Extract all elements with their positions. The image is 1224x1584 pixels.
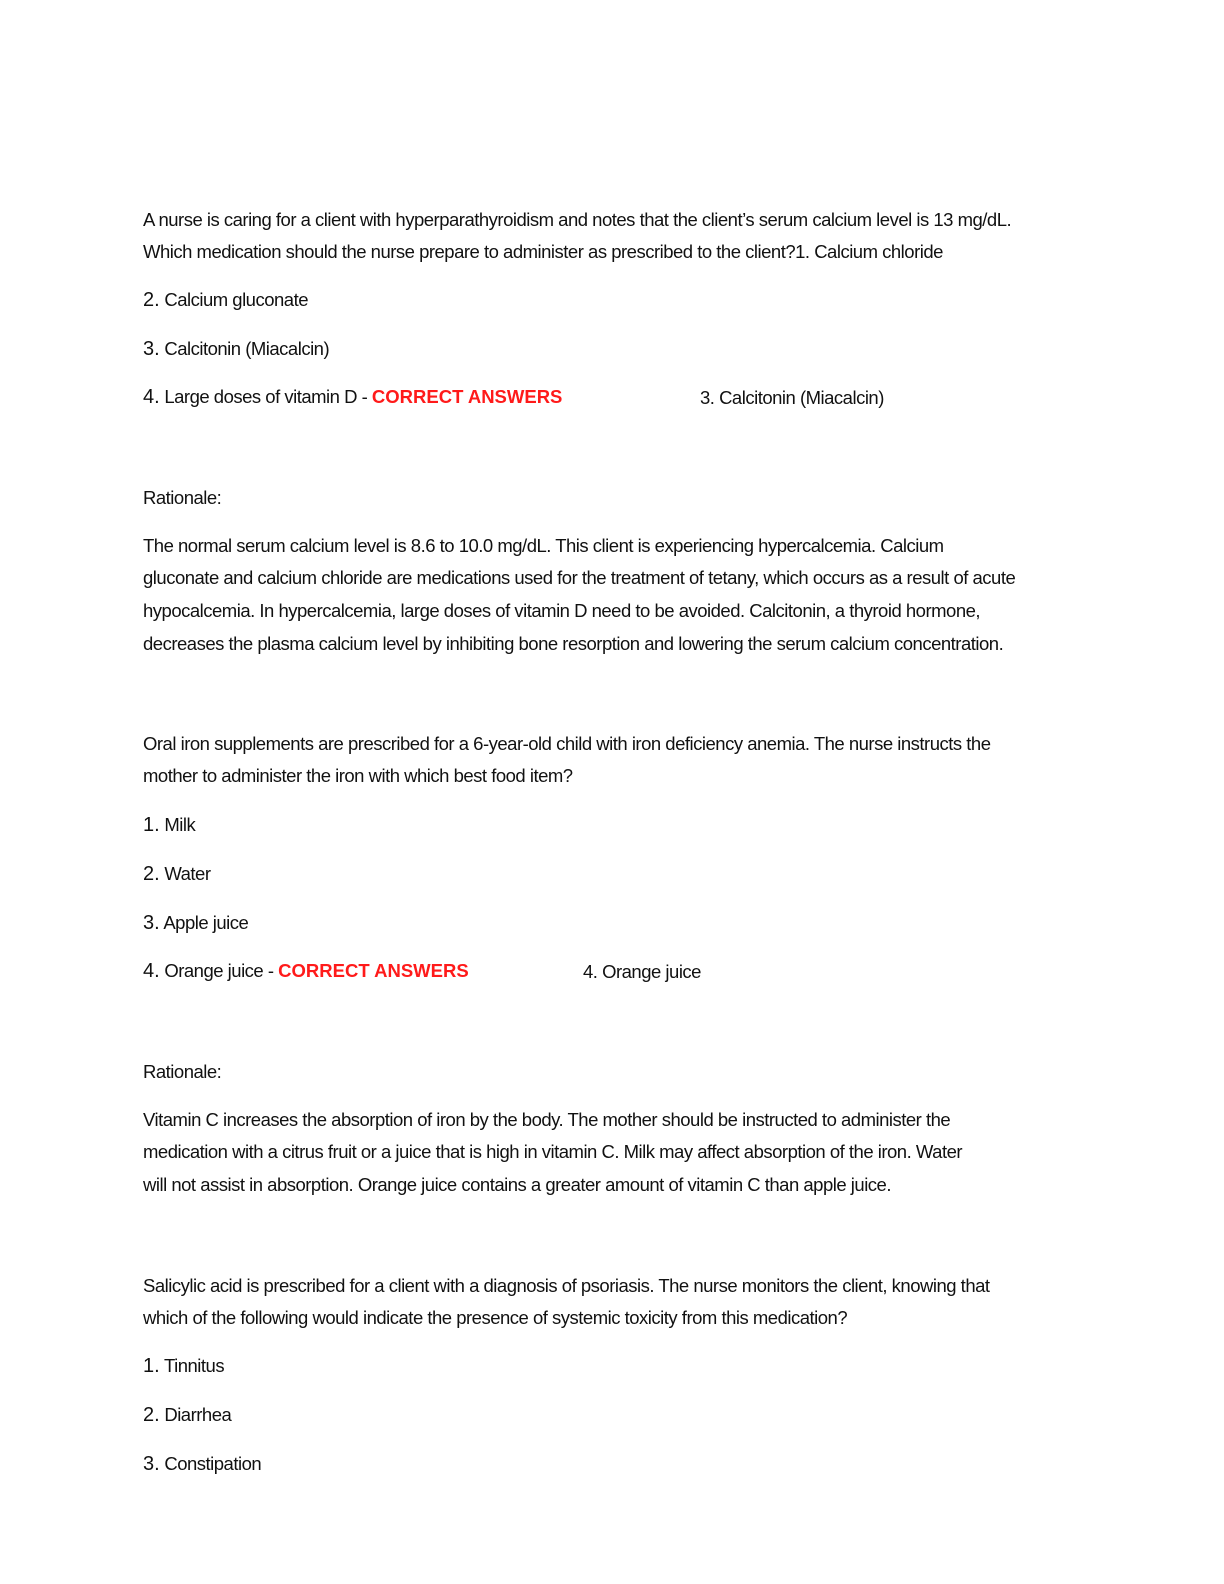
question-1-rationale-label: Rationale: bbox=[143, 487, 222, 508]
question-1-option-4 bbox=[143, 387, 562, 407]
question-1-option-2 bbox=[143, 290, 308, 310]
option-text: Calcitonin (Miacalcin) bbox=[164, 338, 330, 359]
question-2-rationale-line-1: Vitamin C increases the absorption of iron by the body. The mother should be instructed to administer the bbox=[143, 1109, 951, 1130]
option-number: 3. bbox=[143, 338, 160, 360]
correct-answers-label: CORRECT ANSWERS bbox=[371, 386, 563, 407]
option-number: 3. bbox=[143, 1453, 160, 1475]
question-1-option-3 bbox=[143, 339, 329, 359]
question-3-option-1 bbox=[143, 1356, 224, 1376]
option-number: 4. bbox=[143, 386, 160, 408]
option-text: Orange juice - bbox=[164, 960, 274, 981]
question-2-rationale-label: Rationale: bbox=[143, 1061, 222, 1082]
option-text: Water bbox=[164, 863, 211, 884]
question-3-stem-line-2: which of the following would indicate the presence of systemic toxicity from this medication? bbox=[143, 1307, 848, 1328]
question-1-rationale-line-1: The normal serum calcium level is 8.6 to 10.0 mg/dL. This client is experiencing hypercalcemia. Calcium bbox=[143, 535, 944, 556]
question-2-rationale-line-2: medication with a citrus fruit or a juice that is high in vitamin C. Milk may affect absorption of the iron. Water bbox=[143, 1141, 963, 1162]
option-number: 3. bbox=[143, 912, 160, 934]
question-2-answer: 4. Orange juice bbox=[583, 961, 701, 982]
option-text: Apple juice bbox=[163, 912, 249, 933]
question-2-option-4 bbox=[143, 961, 469, 981]
question-2-stem-line-1: Oral iron supplements are prescribed for a 6-year-old child with iron deficiency anemia. The nurse instructs the bbox=[143, 733, 991, 754]
option-text: Large doses of vitamin D - bbox=[164, 386, 368, 407]
question-3-option-2 bbox=[143, 1405, 231, 1425]
question-1-rationale-line-4: decreases the plasma calcium level by inhibiting bone resorption and lowering the serum calcium concentration. bbox=[143, 633, 1004, 654]
option-number: 1. bbox=[143, 814, 160, 836]
option-text: Calcium gluconate bbox=[164, 289, 309, 310]
question-2-rationale-line-3: will not assist in absorption. Orange juice contains a greater amount of vitamin C than apple juice. bbox=[143, 1174, 891, 1195]
question-2-option-3 bbox=[143, 913, 248, 933]
option-number: 2. bbox=[143, 289, 160, 311]
option-text: Constipation bbox=[164, 1453, 262, 1474]
option-number: 2. bbox=[143, 1404, 160, 1426]
question-2-option-2 bbox=[143, 864, 210, 884]
question-1-stem-line-2: Which medication should the nurse prepare to administer as prescribed to the client?1. Calcium chloride bbox=[143, 241, 943, 262]
question-2-option-1 bbox=[143, 815, 195, 835]
question-1-stem-line-1: A nurse is caring for a client with hyperparathyroidism and notes that the client’s serum calcium level is 13 mg/dL. bbox=[143, 209, 1012, 230]
question-2-stem-line-2: mother to administer the iron with which best food item? bbox=[143, 765, 573, 786]
question-1-rationale-line-3: hypocalcemia. In hypercalcemia, large doses of vitamin D need to be avoided. Calcitonin, a thyroid hormone, bbox=[143, 600, 981, 621]
option-number: 2. bbox=[143, 863, 160, 885]
option-text: Milk bbox=[164, 814, 196, 835]
option-number: 1. bbox=[143, 1355, 160, 1377]
option-number: 4. bbox=[143, 960, 160, 982]
question-3-stem-line-1: Salicylic acid is prescribed for a client with a diagnosis of psoriasis. The nurse monitors the client, knowing that bbox=[143, 1275, 990, 1296]
question-1-rationale-line-2: gluconate and calcium chloride are medications used for the treatment of tetany, which occurs as a result of acute bbox=[143, 567, 1016, 588]
question-1-answer: 3. Calcitonin (Miacalcin) bbox=[700, 387, 884, 408]
question-3-option-3 bbox=[143, 1454, 261, 1474]
option-text: Diarrhea bbox=[164, 1404, 232, 1425]
option-text: Tinnitus bbox=[164, 1355, 225, 1376]
correct-answers-label: CORRECT ANSWERS bbox=[278, 960, 469, 981]
